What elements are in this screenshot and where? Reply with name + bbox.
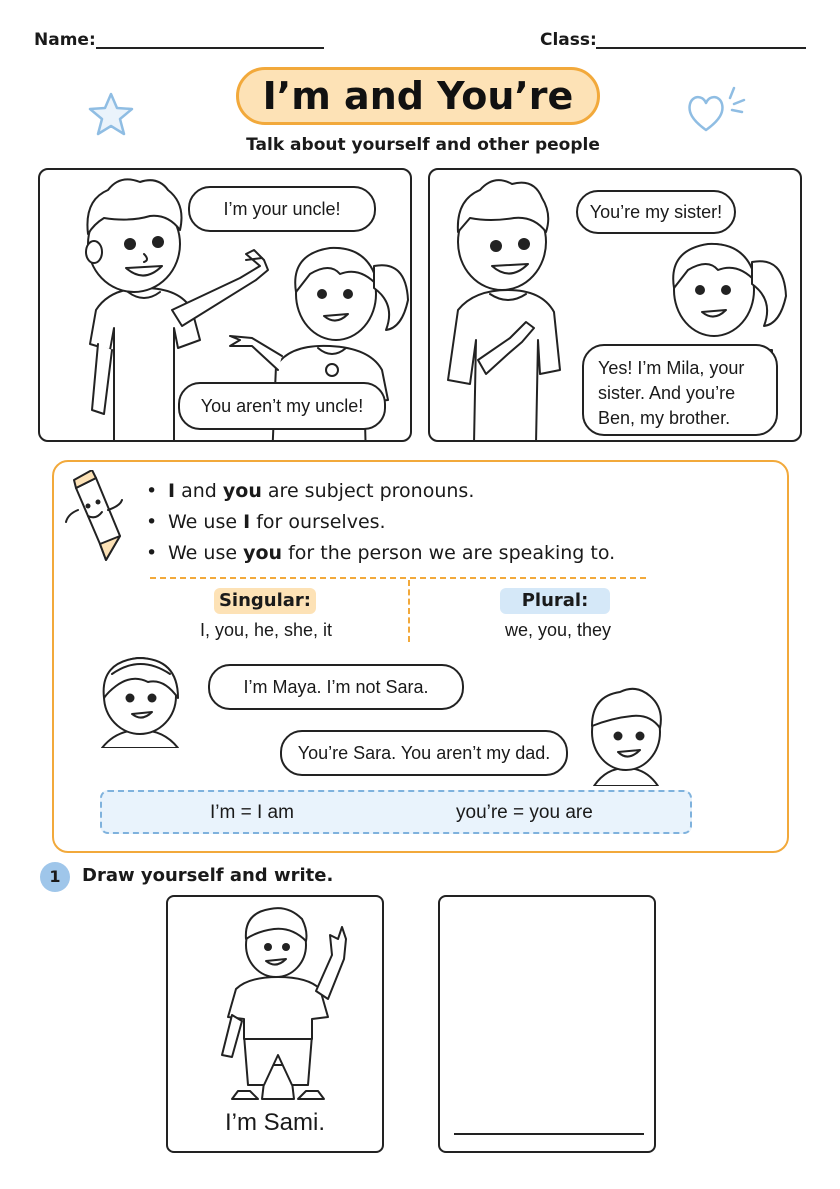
drawing-answer-card[interactable] — [438, 895, 656, 1153]
singular-list: I, you, he, she, it — [199, 620, 333, 640]
bullet-keyword: I — [243, 511, 251, 533]
page-title: I’m and You’re — [236, 67, 600, 125]
bullet-point — [168, 480, 474, 502]
speech-bubble-mila — [582, 344, 778, 436]
bullet-keyword: I — [168, 480, 176, 502]
singular-label: Singular: — [214, 588, 316, 614]
bullet-text: We use — [168, 511, 244, 533]
exercise-number-badge: 1 — [40, 862, 70, 892]
bubble-line: sister. And you’re — [598, 383, 736, 403]
dashed-column-divider — [408, 580, 410, 642]
bullet-text: for ourselves. — [250, 511, 386, 533]
exercise-instruction: Draw yourself and write. — [82, 865, 334, 886]
class-label: Class: — [540, 30, 597, 50]
girl-maya-illustration — [92, 648, 188, 748]
dashed-divider — [150, 577, 646, 579]
bullet-text: We use — [168, 542, 244, 564]
bullet-text: for the person we are speaking to. — [282, 542, 616, 564]
bullet-point — [168, 542, 615, 564]
speech-bubble-not-uncle: You aren’t my uncle! — [178, 382, 386, 430]
boy-illustration — [580, 682, 670, 786]
comic-panel-1 — [38, 168, 412, 442]
star-icon — [86, 90, 136, 138]
example-drawing-card — [166, 895, 384, 1153]
plural-label: Plural: — [500, 588, 610, 614]
bullet-keyword: you — [243, 542, 283, 564]
contraction-youre: you’re = you are — [456, 802, 593, 823]
speech-bubble-sara: You’re Sara. You aren’t my dad. — [280, 730, 568, 776]
name-label: Name: — [34, 30, 96, 50]
class-line[interactable] — [596, 47, 806, 49]
example-caption: I’m Sami. — [224, 1109, 325, 1136]
name-line[interactable] — [96, 47, 324, 49]
boy-sami-illustration — [208, 905, 348, 1101]
plural-list: we, you, they — [504, 620, 612, 640]
contraction-box — [100, 790, 692, 834]
comic-panel-2 — [428, 168, 802, 442]
bullet-keyword: you — [222, 480, 262, 502]
bubble-line: Yes! I’m Mila, your — [598, 358, 745, 378]
bullet-text: are subject pronouns. — [261, 480, 475, 502]
contraction-im: I’m = I am — [210, 802, 294, 823]
heart-icon — [686, 84, 750, 136]
page-subtitle: Talk about yourself and other people — [246, 135, 600, 155]
speech-bubble-uncle: I’m your uncle! — [188, 186, 376, 232]
speech-bubble-maya: I’m Maya. I’m not Sara. — [208, 664, 464, 710]
bubble-line: Ben, my brother. — [598, 408, 731, 428]
bullet-point — [168, 511, 386, 533]
bullet-text: and — [175, 480, 223, 502]
pencil-mascot-icon — [62, 470, 128, 566]
answer-writing-line[interactable] — [454, 1133, 644, 1135]
speech-bubble-sister: You’re my sister! — [576, 190, 736, 234]
